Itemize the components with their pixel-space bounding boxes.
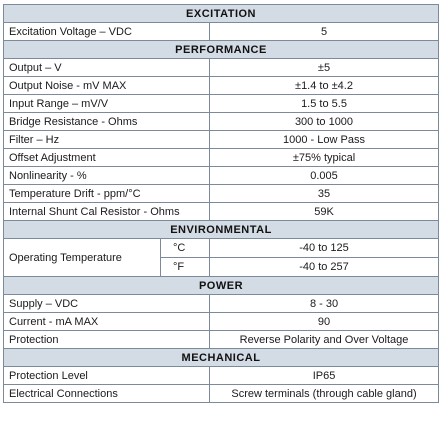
table-row	[4, 313, 439, 331]
spec-value-current: 90	[210, 313, 439, 331]
spec-label-output: Output – V	[4, 59, 210, 77]
section-header-excitation: EXCITATION	[4, 5, 439, 23]
section-header-power: POWER	[4, 277, 439, 295]
spec-label-protection: Protection	[4, 331, 210, 349]
spec-label-output-noise: Output Noise - mV MAX	[4, 77, 210, 95]
section-header-mechanical: MECHANICAL	[4, 349, 439, 367]
spec-label-input-range: Input Range – mV/V	[4, 95, 210, 113]
table-row	[4, 77, 439, 95]
table-row	[4, 95, 439, 113]
spec-value-nonlinearity: 0.005	[210, 167, 439, 185]
spec-value-output-noise: ±1.4 to ±4.2	[210, 77, 439, 95]
table-row	[4, 239, 439, 258]
table-row	[4, 331, 439, 349]
spec-value-input-range: 1.5 to 5.5	[210, 95, 439, 113]
spec-label-excitation-voltage: Excitation Voltage – VDC	[4, 23, 210, 41]
specifications-table	[3, 4, 439, 403]
spec-value-protection: Reverse Polarity and Over Voltage	[210, 331, 439, 349]
spec-label-bridge-resistance: Bridge Resistance - Ohms	[4, 113, 210, 131]
spec-label-electrical-connections: Electrical Connections	[4, 385, 210, 403]
spec-value-offset-adjustment: ±75% typical	[210, 149, 439, 167]
spec-label-offset-adjustment: Offset Adjustment	[4, 149, 210, 167]
spec-value-shunt-cal-resistor: 59K	[210, 203, 439, 221]
spec-value-electrical-connections: Screw terminals (through cable gland)	[210, 385, 439, 403]
table-row	[4, 149, 439, 167]
spec-label-current: Current - mA MAX	[4, 313, 210, 331]
spec-value-operating-temperature-c: -40 to 125	[210, 239, 439, 258]
spec-label-filter: Filter – Hz	[4, 131, 210, 149]
table-row	[4, 185, 439, 203]
table-row	[4, 295, 439, 313]
table-row	[4, 113, 439, 131]
spec-value-excitation-voltage: 5	[210, 23, 439, 41]
section-header-environmental: ENVIRONMENTAL	[4, 221, 439, 239]
spec-label-operating-temperature: Operating Temperature	[4, 239, 161, 277]
temperature-unit-fahrenheit: °F	[161, 258, 210, 277]
table-row	[4, 59, 439, 77]
section-header-performance: PERFORMANCE	[4, 41, 439, 59]
table-row	[4, 131, 439, 149]
spec-value-filter: 1000 - Low Pass	[210, 131, 439, 149]
spec-value-temperature-drift: 35	[210, 185, 439, 203]
temperature-unit-celsius: °C	[161, 239, 210, 258]
spec-value-operating-temperature-f: -40 to 257	[210, 258, 439, 277]
spec-value-protection-level: IP65	[210, 367, 439, 385]
spec-label-shunt-cal-resistor: Internal Shunt Cal Resistor - Ohms	[4, 203, 210, 221]
spec-value-output: ±5	[210, 59, 439, 77]
table-row	[4, 23, 439, 41]
table-row	[4, 385, 439, 403]
spec-label-supply: Supply – VDC	[4, 295, 210, 313]
spec-value-supply: 8 - 30	[210, 295, 439, 313]
spec-label-protection-level: Protection Level	[4, 367, 210, 385]
spec-label-temperature-drift: Temperature Drift - ppm/°C	[4, 185, 210, 203]
spec-value-bridge-resistance: 300 to 1000	[210, 113, 439, 131]
spec-label-nonlinearity: Nonlinearity - %	[4, 167, 210, 185]
table-row	[4, 203, 439, 221]
table-row	[4, 167, 439, 185]
table-row	[4, 367, 439, 385]
